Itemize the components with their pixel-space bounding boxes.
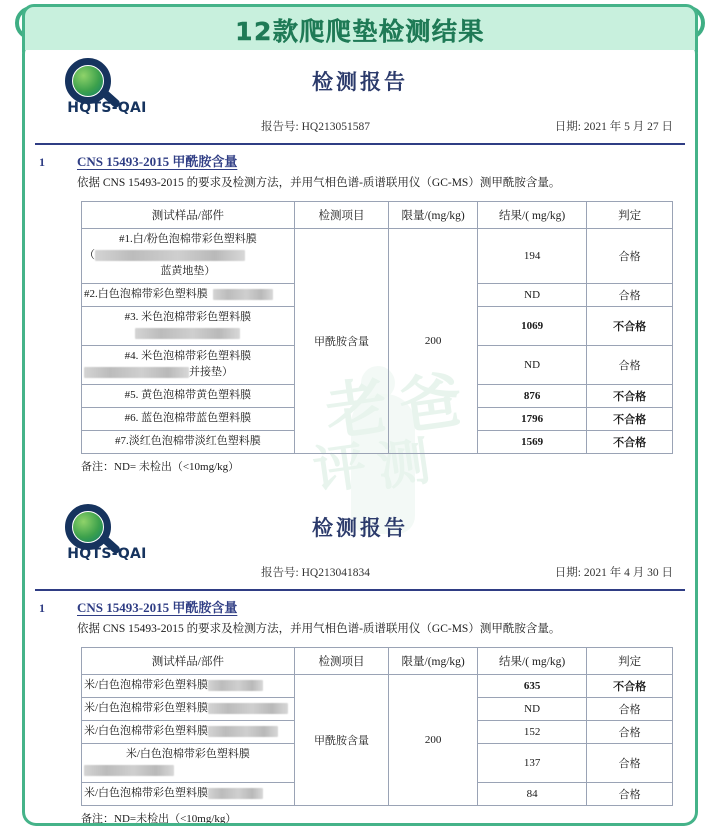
report-2-table-wrap — [25, 638, 695, 806]
document-page — [22, 50, 698, 826]
report-1-table-wrap — [25, 192, 695, 454]
sample-line: #3. 米色泡棉带彩色塑料膜 — [124, 311, 252, 324]
cell-result: 1569 — [477, 430, 586, 453]
report-2-section-number: 1 — [39, 600, 45, 615]
report-1-footnote: 备注：ND= 未检出（<10mg/kg） — [81, 460, 240, 473]
cell-result: 194 — [477, 229, 586, 284]
page-title: 12款爬爬垫检测结果 — [235, 17, 485, 46]
sample-line: #4. 米色泡棉带彩色塑料膜 — [124, 349, 252, 362]
redaction-bar — [95, 250, 245, 261]
cell-sample — [82, 407, 295, 430]
cell-sample — [82, 384, 295, 407]
report-2-table — [81, 647, 673, 806]
redaction-bar — [135, 328, 240, 339]
banner-box — [22, 4, 698, 56]
sample-line: #5. 黄色泡棉带黄色塑料膜 — [124, 388, 252, 401]
cell-result: 876 — [477, 384, 586, 407]
cell-sample — [82, 430, 295, 453]
sample-line-redacted — [84, 326, 292, 342]
sample-line-redacted — [84, 763, 292, 779]
th-verdict: 判定 — [587, 648, 673, 675]
redaction-bar — [213, 289, 273, 300]
sample-line: 米/白色泡棉带彩色塑料膜 — [84, 678, 292, 694]
th-verdict: 判定 — [587, 202, 673, 229]
cell-sample — [82, 744, 295, 783]
th-result: 结果/( mg/kg) — [477, 648, 586, 675]
redaction-bar — [208, 788, 263, 799]
report-1-section-number: 1 — [39, 155, 45, 169]
report-1-table — [81, 201, 673, 454]
cell-sample — [82, 721, 295, 744]
report-spacer — [25, 474, 695, 496]
th-limit: 限量/(mg/kg) — [389, 202, 478, 229]
report-2-section-description: 依据 CNS 15493-2015 的要求及检测方法，并用气相色谱-质谱联用仪（GC-MS）测甲酰胺含量。 — [77, 622, 561, 635]
logo-text: HQTS-QAI — [67, 545, 147, 562]
cell-limit: 200 — [389, 229, 478, 454]
cell-sample — [82, 675, 295, 698]
cell-result: ND — [477, 345, 586, 384]
logo-text: HQTS-QAI — [67, 100, 147, 116]
th-sample: 测试样品/部件 — [82, 202, 295, 229]
report-2-number: 报告号: HQ213041834 — [261, 566, 370, 579]
report-2-title: 检测报告 — [312, 515, 408, 540]
cell-verdict: 合格 — [587, 721, 673, 744]
redaction-bar — [208, 680, 263, 691]
cell-result: 84 — [477, 782, 586, 805]
watermark-char-2: 爸 — [394, 362, 467, 444]
watermark-char-1: 老 — [320, 368, 393, 450]
cell-result: 1069 — [477, 307, 586, 346]
report-content — [25, 50, 695, 826]
sample-line: 米/白色泡棉带彩色塑料膜 — [84, 786, 292, 802]
cell-verdict: 合格 — [587, 782, 673, 805]
report-2-date: 日期: 2021 年 4 月 30 日 — [554, 566, 673, 579]
cell-result: 635 — [477, 675, 586, 698]
report-2-header — [25, 496, 695, 562]
cell-result: ND — [477, 698, 586, 721]
redaction-bar — [208, 726, 278, 737]
redaction-bar — [84, 765, 174, 776]
sample-line-redacted: （ — [84, 248, 292, 264]
cell-result: ND — [477, 284, 586, 307]
cell-verdict: 不合格 — [587, 675, 673, 698]
th-result: 结果/( mg/kg) — [477, 202, 586, 229]
cell-test-item: 甲酰胺含量 — [294, 229, 389, 454]
th-item: 检测项目 — [294, 648, 389, 675]
sample-line: 米/白色泡棉带彩色塑料膜 — [125, 748, 250, 761]
report-1-section-title[interactable]: CNS 15493-2015 甲酰胺含量 — [77, 154, 238, 169]
report-1 — [25, 50, 695, 474]
report-2-meta — [25, 564, 695, 580]
redaction-bar — [208, 703, 288, 714]
sample-line: #1.白/粉色泡棉带彩色塑料膜 — [118, 233, 257, 246]
cell-verdict: 不合格 — [587, 307, 673, 346]
cell-sample — [82, 782, 295, 805]
th-sample: 测试样品/部件 — [82, 648, 295, 675]
th-limit: 限量/(mg/kg) — [389, 648, 478, 675]
cell-verdict: 合格 — [587, 284, 673, 307]
cell-verdict: 不合格 — [587, 430, 673, 453]
th-item: 检测项目 — [294, 202, 389, 229]
report-1-title: 检测报告 — [312, 70, 408, 94]
sample-line-redacted: 并接垫） — [84, 365, 292, 381]
cell-sample — [82, 345, 295, 384]
report-1-header — [25, 50, 695, 116]
report-1-meta — [25, 118, 695, 134]
sample-line: #2.白色泡棉带彩色塑料膜 — [84, 287, 292, 303]
sample-line: #7.淡红色泡棉带淡红色塑料膜 — [115, 434, 261, 447]
sample-line: #6. 蓝色泡棉带蓝色塑料膜 — [124, 411, 252, 424]
report-1-section-description: 依据 CNS 15493-2015 的要求及检测方法，并用气相色谱-质谱联用仪（GC-MS）测甲酰胺含量。 — [77, 177, 561, 189]
cell-result: 1796 — [477, 407, 586, 430]
table-header-row — [82, 202, 673, 229]
cell-verdict: 合格 — [587, 345, 673, 384]
sample-line: 蓝黄地垫） — [160, 265, 216, 278]
cell-result: 152 — [477, 721, 586, 744]
report-2 — [25, 496, 695, 826]
cell-verdict: 不合格 — [587, 384, 673, 407]
cell-verdict: 合格 — [587, 744, 673, 783]
report-2-section-title[interactable]: CNS 15493-2015 甲酰胺含量 — [77, 599, 238, 615]
table-row — [82, 675, 673, 698]
table-header-row — [82, 648, 673, 675]
cell-verdict: 不合格 — [587, 407, 673, 430]
cell-sample — [82, 307, 295, 346]
table-row — [82, 229, 673, 284]
report-1-section-heading — [25, 145, 695, 170]
cell-sample — [82, 284, 295, 307]
cell-sample — [82, 229, 295, 284]
report-2-footnote: 备注：ND=未检出（<10mg/kg） — [81, 812, 237, 825]
report-1-number: 报告号: HQ213051587 — [261, 121, 370, 133]
sample-line: 米/白色泡棉带彩色塑料膜 — [84, 701, 292, 717]
report-2-section-heading — [25, 591, 695, 616]
cell-verdict: 合格 — [587, 698, 673, 721]
cell-test-item: 甲酰胺含量 — [294, 675, 389, 806]
cell-verdict: 合格 — [587, 229, 673, 284]
redaction-bar — [84, 367, 189, 378]
watermark-char-3: 评 — [309, 435, 370, 503]
watermark-char-4: 测 — [373, 431, 434, 499]
cell-sample — [82, 698, 295, 721]
sample-line: 米/白色泡棉带彩色塑料膜 — [84, 724, 292, 740]
report-1-date: 日期: 2021 年 5 月 27 日 — [554, 121, 673, 133]
cell-result: 137 — [477, 744, 586, 783]
cell-limit: 200 — [389, 675, 478, 806]
